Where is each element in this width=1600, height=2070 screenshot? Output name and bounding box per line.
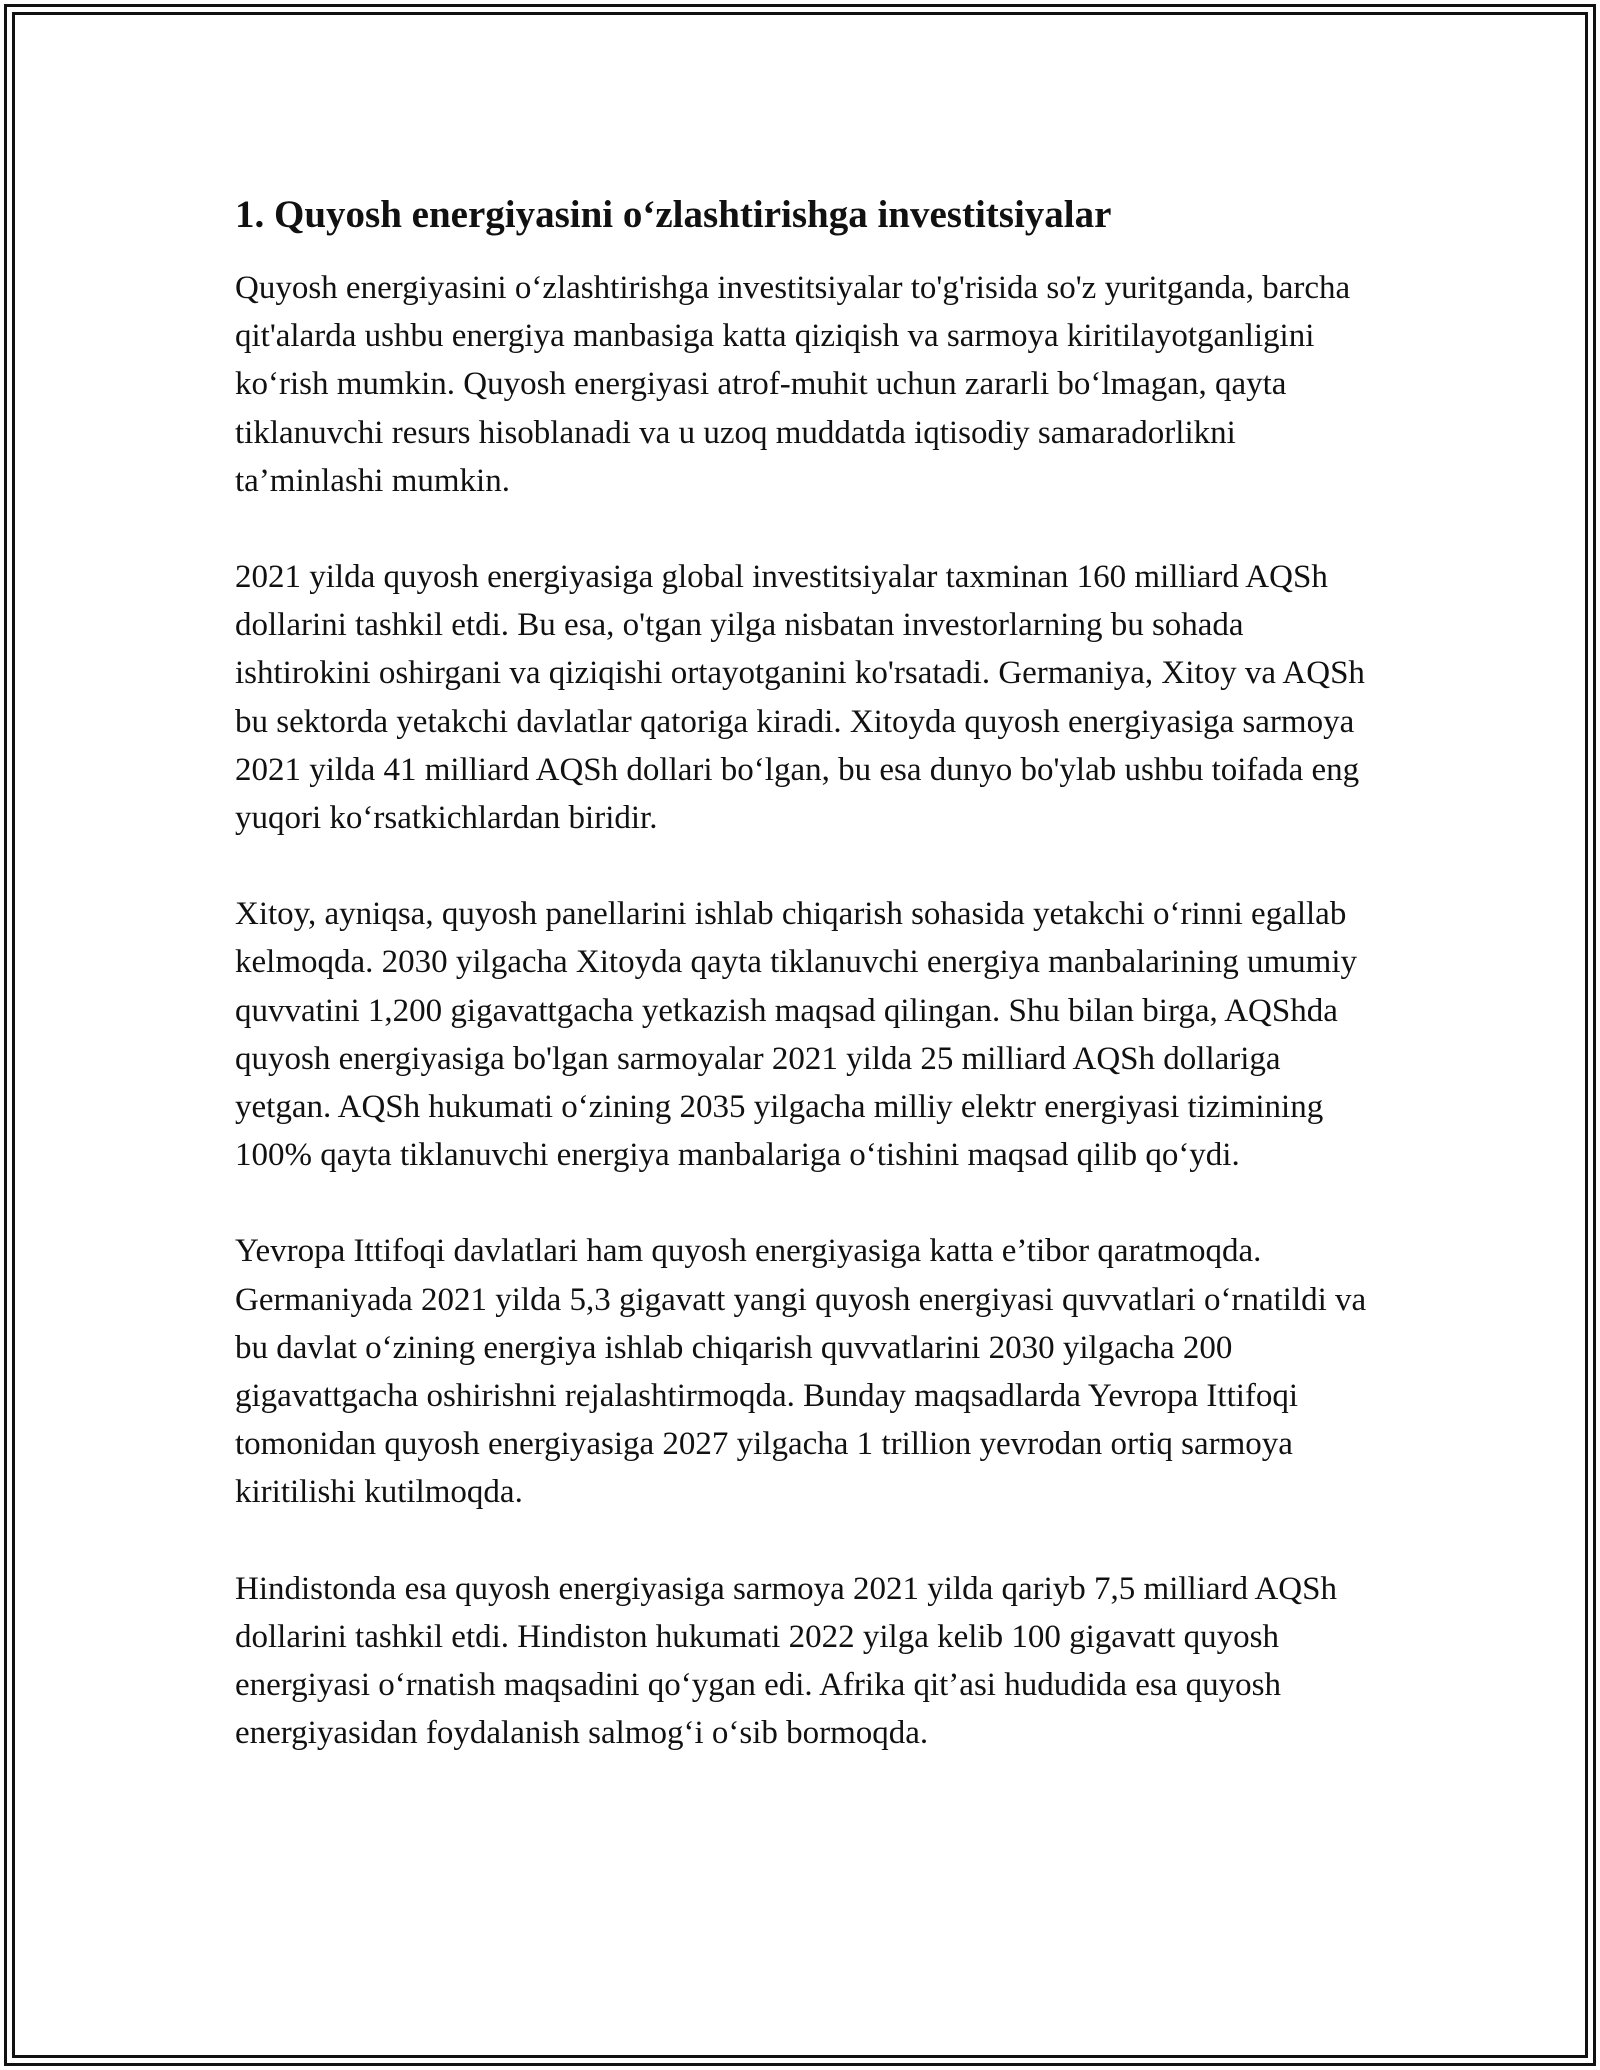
document-body [235,186,1375,1805]
paragraph-global-investment: 2021 yilda quyosh energiyasiga global investitsiyalar taxminan 160 milliard AQSh dollarini tashkil etdi. Bu esa, o'tgan yilga nisbatan investorlarning bu sohada ishtirokini oshirgani va qiziqishi ortayotganini ko'rsatadi. Germaniya, Xitoy va AQSh bu sektorda yetakchi davlatlar qatoriga kiradi. Xitoyda quyosh energiyasiga sarmoya 2021 yilda 41 milliard AQSh dollari bo‘lgan, bu esa dunyo bo'ylab ushbu toifada eng yuqori ko‘rsatkichlardan biridir. [235,559,1365,837]
section-heading: 1. Quyosh energiyasini o‘zlashtirishga investitsiyalar [235,193,1112,236]
paragraph-intro: Quyosh energiyasini o‘zlashtirishga investitsiyalar to'g'risida so'z yuritganda, barcha qit'alarda ushbu energiya manbasiga katta qiziqish va sarmoya kiritilayotganligini ko‘rish mumkin. Quyosh energiyasi atrof-muhit uchun zararli bo‘lmagan, qayta tiklanuvchi resurs hisoblanadi va u uzoq muddatda iqtisodiy samaradorlikni ta’minlashi mumkin. [235,270,1351,499]
paragraph-china-usa: Xitoy, ayniqsa, quyosh panellarini ishlab chiqarish sohasida yetakchi o‘rinni egallab kelmoqda. 2030 yilgacha Xitoyda qayta tiklanuvchi energiya manbalarining umumiy quvvatini 1,200 gigavattgacha yetkazish maqsad qilingan. Shu bilan birga, AQShda quyosh energiyasiga bo'lgan sarmoyalar 2021 yilda 25 milliard AQSh dollariga yetgan. AQSh hukumati o‘zining 2035 yilgacha milliy elektr energiyasi tizimining 100% qayta tiklanuvchi energiya manbalariga o‘tishini maqsad qilib qo‘ydi. [235,896,1358,1174]
paragraph-india-africa: Hindistonda esa quyosh energiyasiga sarmoya 2021 yilda qariyb 7,5 milliard AQSh dollarini tashkil etdi. Hindiston hukumati 2022 yilga kelib 100 gigavatt quyosh energiyasi o‘rnatish maqsadini qo‘ygan edi. Afrika qit’asi hududida esa quyosh energiyasidan foydalanish salmog‘i o‘sib bormoqda. [235,1570,1337,1752]
paragraph-european-union: Yevropa Ittifoqi davlatlari ham quyosh energiyasiga katta e’tibor qaratmoqda. Germaniyada 2021 yilda 5,3 gigavatt yangi quyosh energiyasi quvvatlari o‘rnatildi va bu davlat o‘zining energiya ishlab chiqarish quvvatlarini 2030 yilgacha 200 gigavattgacha oshirishni rejalashtirmoqda. Bunday maqsadlarda Yevropa Ittifoqi tomonidan quyosh energiyasiga 2027 yilgacha 1 trillion yevrodan ortiq sarmoya kiritilishi kutilmoqda. [235,1233,1367,1511]
